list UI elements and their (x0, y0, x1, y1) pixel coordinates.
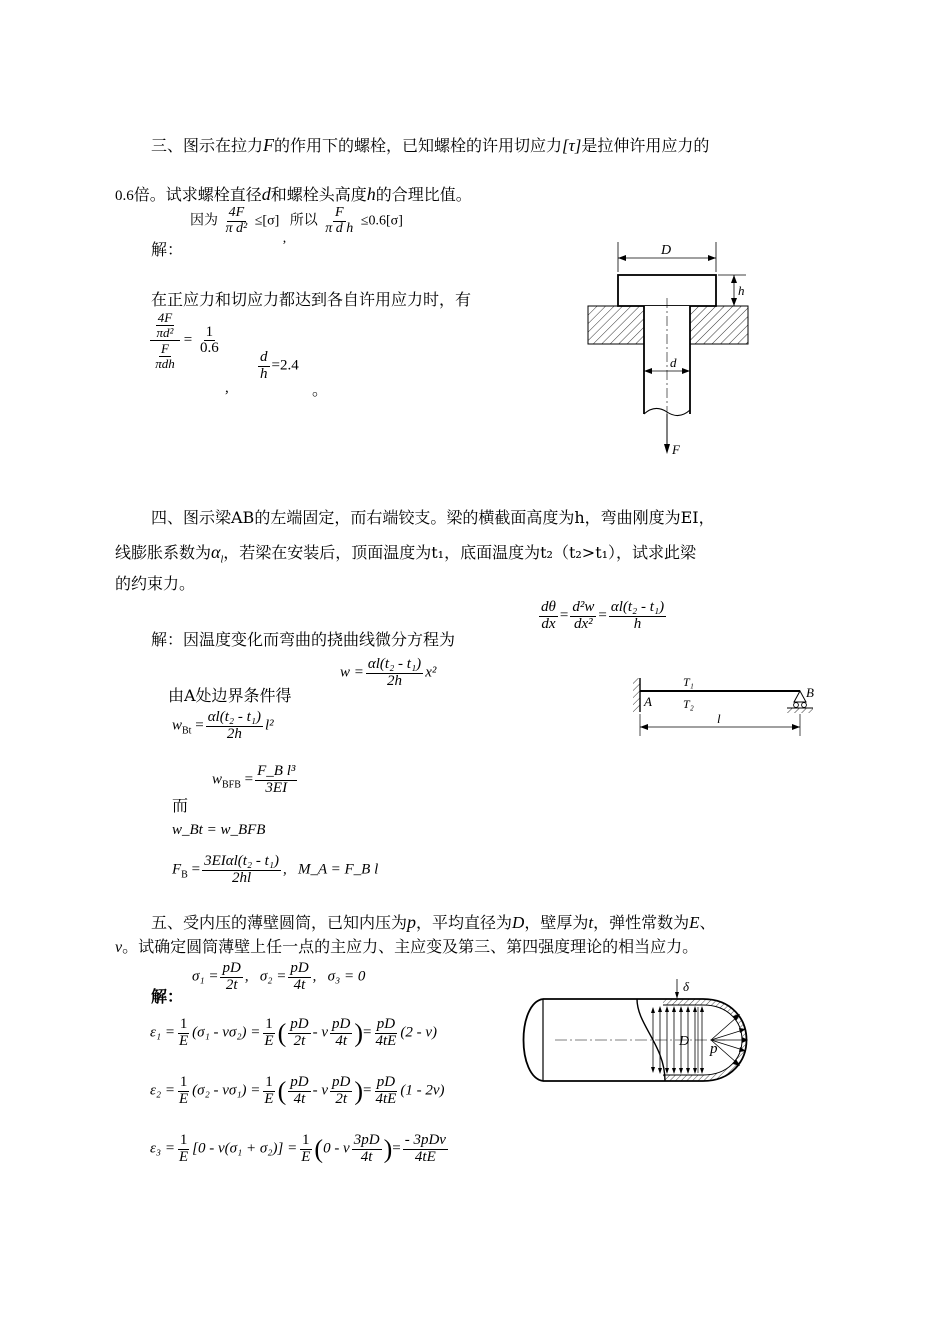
left-plate (588, 306, 644, 344)
tau: [τ] (562, 136, 582, 155)
T1-label: T₁ (683, 675, 694, 689)
T2-label: T₂ (683, 697, 694, 711)
beam-figure (625, 670, 820, 742)
q4-w-eq: w = $\frac{\text{αl(t₂ - t₁)}}{2h}$ x² (340, 656, 437, 689)
var-d: d (261, 184, 271, 204)
var-F: F (263, 135, 275, 155)
q5-solution-label: 解： (151, 987, 184, 1006)
q5-eps1: ε₁ = $\frac{1}{E}$ (σ₁ - νσ₂) = $\frac{1}{E}$ ( $\frac{pD}{2t}$ - ν $\frac{pD}{4t}$ )= $\frac{pD}{4tE}$ (2 - ν) (150, 1016, 437, 1049)
q3-formula-1: 因为 $\frac{4F}{\text{π d²}}$ ≤[σ] , 所以 $\frac{F}{\text{π d h}}$ ≤0.6[σ] (190, 205, 403, 247)
q4-diff-eq: $\frac{d\theta}{dx}$ = $\frac{\text{d²w}}{\text{dx²}}$ = $\frac{\text{αl(t₂ - t₁)}}{h}$ (541, 599, 665, 632)
q4-compat-eq: w_Bt = w_BFB (172, 822, 266, 838)
q4-line3: 的约束力。 (115, 574, 196, 593)
dim-h-label: h (738, 283, 745, 298)
B-label: B (806, 685, 814, 700)
q5-stresses: σ₁ = $\frac{pD}{2t}$ , σ₂ = $\frac{pD}{4t}$ , σ₃ = 0 (192, 960, 366, 993)
q4-and: 而 (172, 796, 189, 815)
bolt-figure (580, 238, 760, 460)
q3-period: 。 (312, 380, 329, 399)
q4-solution: 解：因温度变化而弯曲的挠曲线微分方程为 (151, 630, 456, 649)
q3-text: 倍。试求螺栓直径 (133, 185, 262, 204)
q3-solution-label: 解： (151, 240, 184, 259)
q4-wbt-eq: $w_{Bt}$ = $\frac{\text{αl(t₂ - t₁)}}{2h}$ l² (172, 709, 274, 742)
q4-line2: 线膨胀系数为$\alpha_l$，若梁在安装后，顶面温度为t₁，底面温度为t₂（t₂>t₁），试求此梁 (115, 542, 697, 566)
cyl-p-label: p (710, 1041, 718, 1057)
q4-fb-eq: $F_B$ = $\frac{\text{3EIαl(t₂ - t₁)}}{2hl}$ , M_A = F_B l (172, 853, 379, 886)
alpha-l: $\alpha_l$ (211, 542, 224, 566)
dim-D-label: D (661, 243, 672, 258)
q3-line2 (115, 182, 472, 205)
var-h: h (366, 184, 376, 204)
q3-d-over-h: $\frac{d}{h}$ =2.4 (260, 349, 299, 382)
q5-line2: ν。试确定圆筒薄壁上任一点的主应力、主应变及第三、第四强度理论的相当应力。 (115, 937, 699, 956)
right-plate (690, 306, 748, 344)
q3-text: 和螺栓头高度 (270, 185, 367, 204)
q3-line3: 在正应力和切应力都达到各自许用应力时，有 (151, 290, 472, 309)
q5-eps2: ε₂ = $\frac{1}{E}$ (σ₂ - νσ₁) = $\frac{1}{E}$ ( $\frac{pD}{4t}$ - ν $\frac{pD}{2t}$ )= $\frac{pD}{4tE}$ (1 - 2ν) (150, 1074, 445, 1107)
q4-line1: 四、图示梁AB的左端固定，而右端铰支。梁的横截面高度为h，弯曲刚度为EI， (151, 508, 715, 527)
q5-line1: 五、受内压的薄壁圆筒，已知内压为p，平均直径为D，壁厚为t，弹性常数为E、 (151, 912, 716, 932)
pin-support (794, 691, 806, 702)
so: 所以 (289, 212, 318, 229)
cylinder-figure (515, 975, 770, 1085)
q3-line1 (151, 133, 709, 156)
q3-comma: , (225, 380, 229, 396)
num-0.6: 0.6 (115, 188, 134, 204)
q4-wbfb-eq: $w_{BFB}$ = $\frac{\text{F\_B l³}}{3EI}$ (212, 763, 296, 796)
l-label: l (717, 711, 721, 726)
q3-text: 的合理比值。 (375, 185, 472, 204)
dim-d-label: d (670, 355, 677, 370)
A-label: A (644, 694, 652, 709)
q3-ratio-formula: $\frac{4F}{\text{πd²}}$ $\frac{F}{\text{πdh}}$ = $\frac{1}{0.6}$ (150, 311, 223, 371)
q3-text: 的作用下的螺栓，已知螺栓的许用切应力 (274, 136, 563, 155)
delta-label: δ (683, 979, 690, 994)
q5-eps3: ε₃ = $\frac{1}{E}$ [0 - ν(σ₁ + σ₂)] = $\frac{1}{E}$ (0 - ν $\frac{3pD}{4t}$ )= $\frac{\text{- 3pDν}}{4tE}$ (150, 1132, 446, 1165)
cyl-D-label: D (679, 1034, 690, 1049)
q3-text: 三、图示在拉力 (151, 136, 264, 155)
q4-bc: 由A处边界条件得 (168, 686, 292, 705)
force-F-label: F (672, 442, 680, 457)
q3-text: 是拉伸许用应力的 (581, 136, 710, 155)
because: 因为 (190, 212, 218, 229)
